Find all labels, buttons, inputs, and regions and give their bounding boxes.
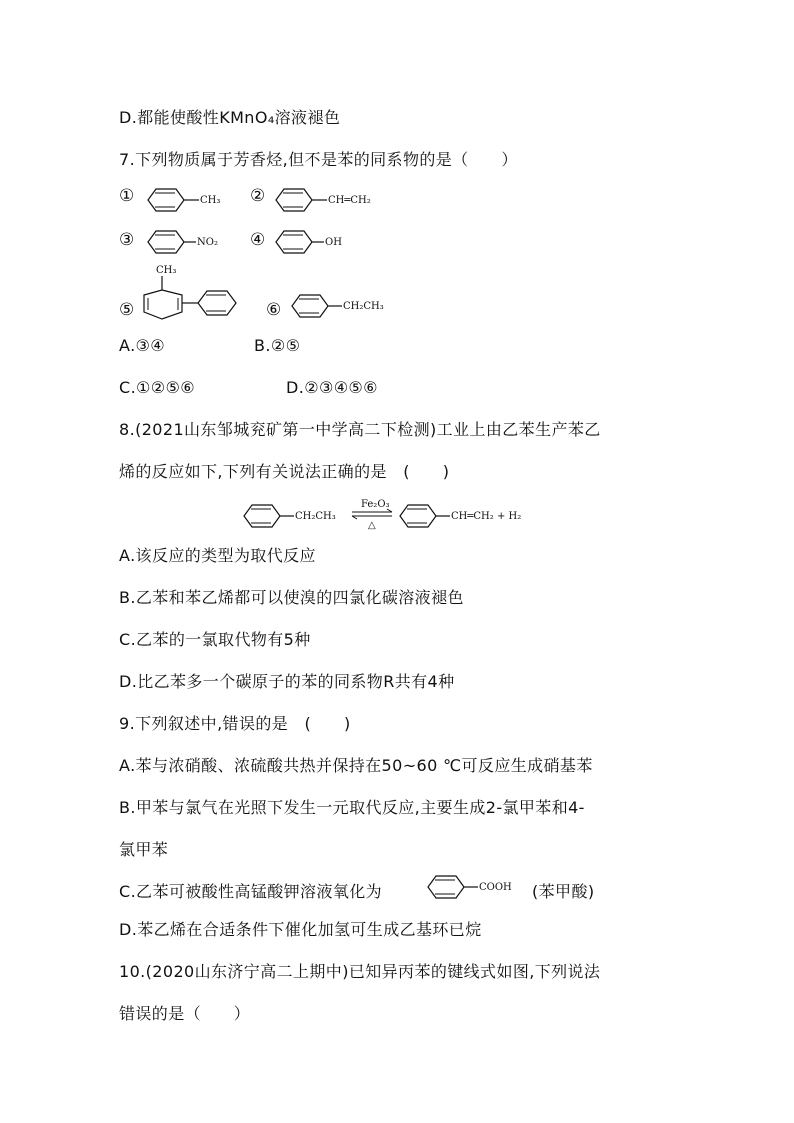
q9-option-c [119,882,382,902]
q7-item-5-mark: ⑤ [119,300,135,320]
q7-stem: 7.下列物质属于芳香烃,但不是苯的同系物的是（ ） [119,150,518,169]
q7-structure-2-group: CH═CH₂ [328,195,371,206]
q9-option-d: D.苯乙烯在合适条件下催化加氢可生成乙基环已烷 [119,920,482,939]
q7-structure-3 [144,226,239,258]
q7-option-a: A.③④ [119,336,166,355]
q7-structure-6-group: CH₂CH₃ [343,301,384,312]
q9-benzoic-acid-group: COOH [479,882,512,893]
q7-structure-1 [144,184,234,216]
q7-structure-5-group: CH₃ [156,265,177,276]
q9-option-b-line-2: 氯甲苯 [119,840,169,859]
q6-option-d: D.都能使酸性KMnO₄溶液褪色 [119,108,341,127]
q8-reaction-catalyst: Fe₂O₃ [361,499,390,510]
q8-reaction-reactant-group: CH₂CH₃ [295,511,336,522]
q7-structure-4 [272,226,362,258]
q7-option-d: D.②③④⑤⑥ [286,378,378,397]
q7-item-3-mark: ③ [119,230,135,250]
q7-item-1 [119,186,134,206]
q9-option-c-text: C.乙苯可被酸性高锰酸钾溶液氧化为 [119,882,383,901]
q7-item-5 [119,300,134,320]
q9-benzoic-acid-structure [424,870,534,904]
q7-structure-1-group: CH₃ [200,195,221,206]
q7-item-2 [250,186,265,206]
q7-item-4 [250,230,265,250]
q7-structure-3-group: NO₂ [197,237,218,248]
q10-stem-line-1: 10.(2020山东济宁高二上期中)已知异丙苯的键线式如图,下列说法 [119,962,601,981]
q7-item-2-mark: ② [250,186,266,206]
q9-option-b-line-1: B.甲苯与氯气在光照下发生一元取代反应,主要生成2-氯甲苯和4- [119,798,585,817]
q8-reaction-equation [240,498,560,532]
q9-option-a: A.苯与浓硝酸、浓硫酸共热并保持在50~60 ℃可反应生成硝基苯 [119,756,593,775]
q8-stem-line-2: 烯的反应如下,下列有关说法正确的是 ( ) [119,462,450,481]
q8-option-c: C.乙苯的一氯取代物有5种 [119,630,311,649]
q7-option-c: C.①②⑤⑥ [119,378,196,397]
q7-item-3 [119,230,134,250]
q7-option-b: B.②⑤ [254,336,301,355]
q9-option-c-suffix: (苯甲酸) [532,882,595,901]
q7-item-6-mark: ⑥ [266,300,282,320]
q7-structure-5 [140,262,250,324]
q7-structure-6 [288,290,408,322]
q8-reaction-condition: △ [368,520,376,531]
q9-stem: 9.下列叙述中,错误的是 ( ) [119,714,351,733]
q8-option-d: D.比乙苯多一个碳原子的苯的同系物R共有4种 [119,672,455,691]
q7-item-6 [266,300,281,320]
q8-option-b: B.乙苯和苯乙烯都可以使溴的四氯化碳溶液褪色 [119,588,464,607]
q7-structure-2 [272,184,402,216]
q7-item-1-mark: ① [119,186,135,206]
q8-option-a: A.该反应的类型为取代反应 [119,546,316,565]
q8-reaction-product-group: CH═CH₂ + H₂ [451,511,522,522]
q7-structure-4-group: OH [325,237,342,248]
q7-item-4-mark: ④ [250,230,266,250]
q10-stem-line-2: 错误的是（ ） [119,1004,251,1023]
q8-stem-line-1: 8.(2021山东邹城兖矿第一中学高二下检测)工业上由乙苯生产苯乙 [119,420,601,439]
